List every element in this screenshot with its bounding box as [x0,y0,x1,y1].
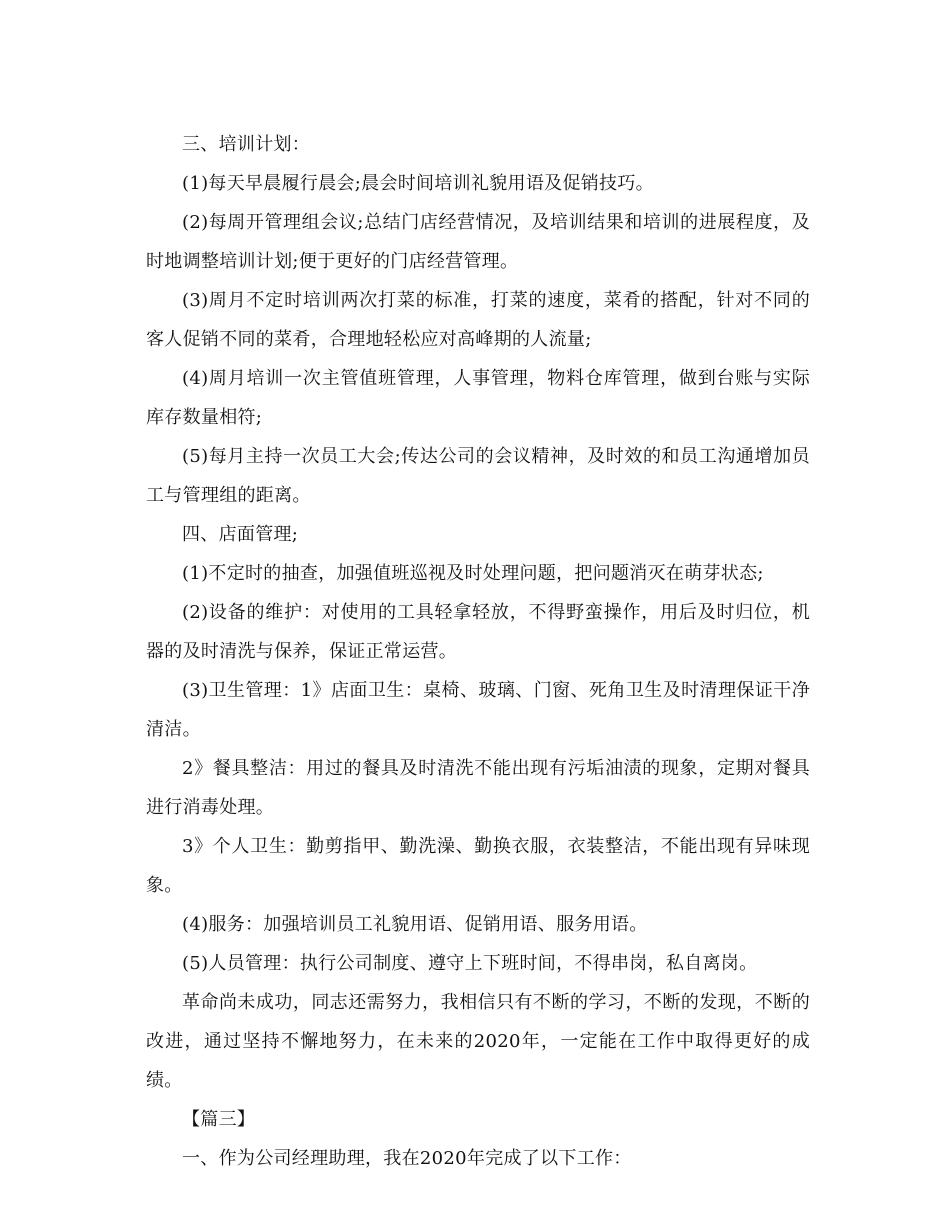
paragraph: 革命尚未成功，同志还需努力，我相信只有不断的学习，不断的发现，不断的改进，通过坚持不懈地努力，在未来的2020年，一定能在工作中取得更好的成绩。 [146,992,810,1091]
paragraph: (4)周月培训一次主管值班管理，人事管理，物料仓库管理，做到台账与实际库存数量相符; [146,368,810,428]
paragraph: (3)卫生管理：1》店面卫生：桌椅、玻璃、门窗、死角卫生及时清理保证干净清洁。 [146,680,810,740]
document-body [146,125,810,1178]
section-heading-store-management: 四、店面管理; [182,524,299,545]
paragraph: 一、作为公司经理助理，我在2020年完成了以下工作： [182,1148,632,1169]
paragraph: (2)每周开管理组会议;总结门店经营情况，及培训结果和培训的进展程度，及时地调整培训计划;便于更好的门店经营管理。 [146,212,810,272]
paragraph: (3)周月不定时培训两次打菜的标准，打菜的速度，菜肴的搭配，针对不同的客人促销不同的菜肴，合理地轻松应对高峰期的人流量; [146,290,810,350]
paragraph: (1)每天早晨履行晨会;晨会时间培训礼貌用语及促销技巧。 [182,173,654,194]
paragraph: 2》餐具整洁：用过的餐具及时清洗不能出现有污垢油渍的现象，定期对餐具进行消毒处理。 [146,758,810,818]
paragraph: (2)设备的维护：对使用的工具轻拿轻放，不得野蛮操作，用后及时归位，机器的及时清洗与保养，保证正常运营。 [146,602,810,662]
paragraph: 3》个人卫生：勤剪指甲、勤洗澡、勤换衣服，衣装整洁，不能出现有异味现象。 [146,836,810,896]
paragraph: (4)服务：加强培训员工礼貌用语、促销用语、服务用语。 [182,914,648,935]
section-heading-part-three: 【篇三】 [182,1109,256,1130]
paragraph: (5)每月主持一次员工大会;传达公司的会议精神，及时效的和员工沟通增加员工与管理组的距离。 [146,446,810,506]
section-heading-training-plan: 三、培训计划： [182,134,311,155]
paragraph: (5)人员管理：执行公司制度、遵守上下班时间，不得串岗，私自离岗。 [182,953,758,974]
paragraph: (1)不定时的抽查，加强值班巡视及时处理问题，把问题消灭在萌芽状态; [182,563,764,584]
